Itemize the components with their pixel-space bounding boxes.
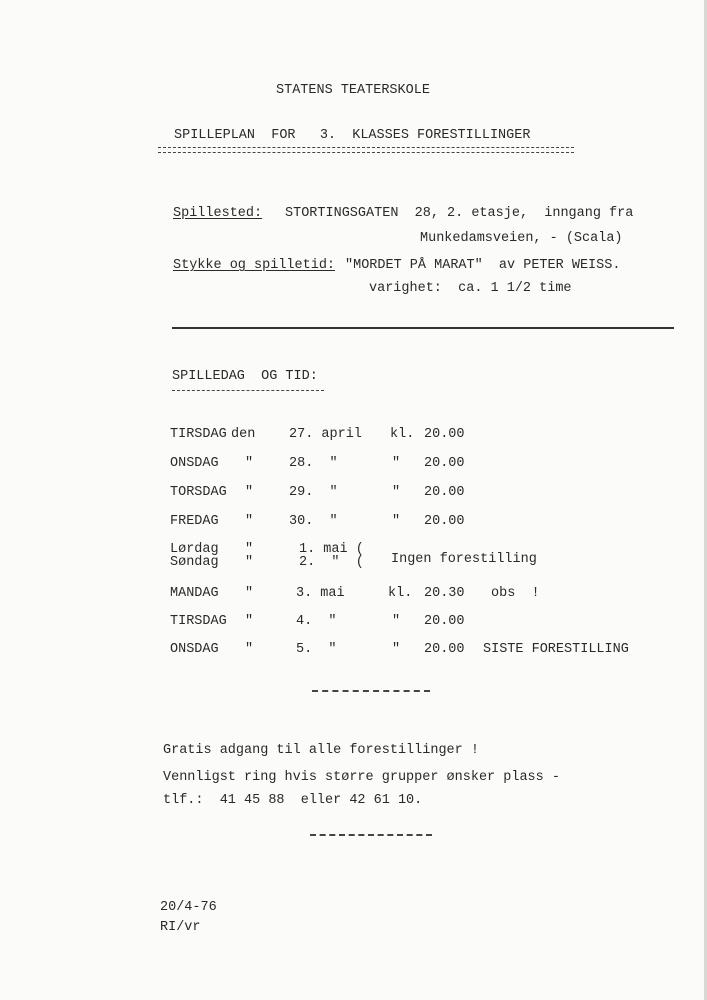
row-den: " <box>245 614 254 629</box>
row-day: FREDAG <box>170 514 219 529</box>
section-rule <box>172 327 674 329</box>
group-booking-note: Vennligst ring hvis større grupper ønsker plass - <box>163 770 560 785</box>
row-kl: " <box>392 642 401 657</box>
row-kl: kl. <box>388 586 413 601</box>
phone-numbers: tlf.: 41 45 88 eller 42 61 10. <box>163 793 423 808</box>
row-kl: " <box>392 456 401 471</box>
schedule-heading-underline <box>172 390 324 391</box>
row-time: 20.00 <box>424 514 465 529</box>
school-name: STATENS TEATERSKOLE <box>276 83 430 98</box>
row-den: " <box>245 642 254 657</box>
separator-dashes <box>312 690 430 692</box>
row-day: ONSDAG <box>170 456 219 471</box>
venue-line-2: Munkedamsveien, - (Scala) <box>420 231 623 246</box>
row-kl: " <box>392 614 401 629</box>
initials: RI/vr <box>160 920 201 935</box>
row-date: 5. " <box>296 642 337 657</box>
row-kl: kl. <box>390 427 415 442</box>
row-time: 20.00 <box>424 456 465 471</box>
schedule-heading: SPILLEDAG OG TID: <box>172 369 318 384</box>
row-day: MANDAG <box>170 586 219 601</box>
weekend-den-2: " <box>245 555 254 570</box>
weekend-date-2: 2. " ( <box>299 555 364 570</box>
weekend-den-1: " <box>245 542 254 557</box>
free-entry-note: Gratis adgang til alle forestillinger ! <box>163 743 479 758</box>
weekend-note: Ingen forestilling <box>391 552 537 567</box>
row-day: TIRSDAG <box>170 614 227 629</box>
title-double-underline <box>158 147 574 153</box>
row-date: 30. " <box>289 514 338 529</box>
row-date: 28. " <box>289 456 338 471</box>
row-note: obs ! <box>491 586 540 601</box>
row-kl: " <box>392 514 401 529</box>
row-den: den <box>231 427 256 442</box>
row-time: 20.00 <box>424 427 465 442</box>
row-note: SISTE FORESTILLING <box>483 642 629 657</box>
row-den: " <box>245 485 254 500</box>
row-kl: " <box>392 485 401 500</box>
document-date: 20/4-76 <box>160 900 217 915</box>
row-day: TORSDAG <box>170 485 227 500</box>
row-den: " <box>245 586 254 601</box>
row-day: TIRSDAG <box>170 427 227 442</box>
weekend-day-1: Lørdag <box>170 542 219 557</box>
weekend-day-2: Søndag <box>170 555 219 570</box>
row-date: 4. " <box>296 614 337 629</box>
row-date: 27. april <box>289 427 362 442</box>
weekend-date-1: 1. mai ( <box>299 542 364 557</box>
row-time: 20.30 <box>424 586 465 601</box>
venue-line-1: STORTINGSGATEN 28, 2. etasje, inngang fra <box>285 206 634 221</box>
row-date: 3. mai <box>296 586 345 601</box>
row-time: 20.00 <box>424 642 465 657</box>
row-time: 20.00 <box>424 614 465 629</box>
row-day: ONSDAG <box>170 642 219 657</box>
row-date: 29. " <box>289 485 338 500</box>
separator-dashes-2 <box>310 834 432 836</box>
row-den: " <box>245 514 254 529</box>
page-title: SPILLEPLAN FOR 3. KLASSES FORESTILLINGER <box>174 128 531 143</box>
row-den: " <box>245 456 254 471</box>
venue-label: Spillested: <box>173 206 263 221</box>
play-label: Stykke og spilletid: <box>173 258 336 273</box>
row-time: 20.00 <box>424 485 465 500</box>
play-line-1: "MORDET PÅ MARAT" av PETER WEISS. <box>345 258 621 273</box>
play-line-2: varighet: ca. 1 1/2 time <box>369 281 572 296</box>
